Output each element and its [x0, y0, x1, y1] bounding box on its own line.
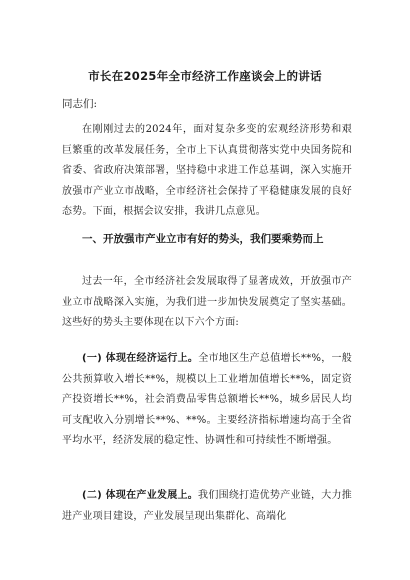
point-2-lead: (二) 体现在产业发展上。 — [82, 490, 199, 501]
paragraph-intro: 在刚刚过去的2024年，面对复杂多变的宏观经济形势和艰巨繁重的改革发展任务，全市上下认真贯彻落实党中央国务院和省委、省政府决策部署，坚持稳中求进工作总基调，深入实施开放强市产业立市战略，全市经济社会保持了平稳健康发展的良好态势。下面，根据会议安排，我讲几点意见。 — [62, 124, 352, 217]
document-title: 市长在2025年全市经济工作座谈会上的讲话 — [88, 69, 322, 83]
paragraph-point-1 — [62, 349, 352, 452]
point-1-text: 全市地区生产总值增长**%，一般公共预算收入增长**%，规模以上工业增加值增长**%，固定资产投资增长**%，社会消费品零售总额增长**%，城乡居民人均可支配收入分别增长**%、**%。主要经济指标增速均高于全省平均水平，经济发展的稳定性、协调性和可持续性不断增强。 — [62, 353, 352, 446]
paragraph-point-2 — [62, 486, 352, 527]
point-2-text: 我们围绕打造优势产业链，大力推进产业项目建设，产业发展呈现出集群化、高端化 — [62, 490, 352, 522]
salutation: 同志们: — [62, 98, 98, 110]
point-1-lead: (一) 体现在经济运行上。 — [82, 353, 199, 364]
section-heading-1: 一、开放强市产业立市有好的势头，我们要乘势而上 — [82, 233, 324, 245]
paragraph-overview: 过去一年，全市经济社会发展取得了显著成效，开放强市产业立市战略深入实施，为我们进一步加快发展奠定了坚实基础。这些好的势头主要体现在以下六个方面: — [62, 276, 352, 328]
